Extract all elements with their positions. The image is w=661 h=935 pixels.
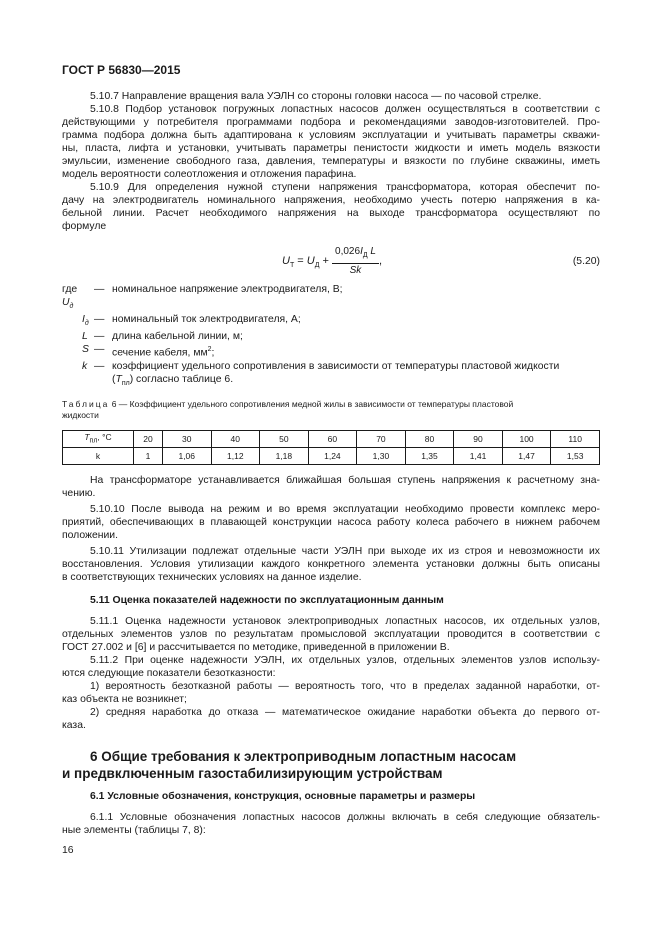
table-6 [62, 430, 600, 466]
text-line: 1) вероятность безотказной работы — вероятность того, что в пределах заданной наработки, от- [90, 681, 600, 693]
legend-dash: — [94, 314, 105, 326]
legend-sup: 2 [207, 346, 212, 354]
table-cell: 20 [134, 430, 163, 448]
formula-fraction [332, 245, 379, 277]
text-line: ны, пласта, лифта и установки, учитывать параметры пенистости жидкости и иметь модель вязкости [62, 143, 600, 154]
legend-symbol [62, 313, 94, 330]
legend-text: длина кабельной линии, м; [112, 331, 243, 343]
paragraph-5-10-8 [62, 103, 600, 181]
text-line: ются следующие показатели безотказности: [62, 668, 276, 680]
text-line: 5.11.1 Оценка надежности установок электроприводных лопастных насосов, их отдельных узлов, [90, 616, 600, 628]
legend-cont: ) согласно таблице 6. [129, 373, 234, 385]
text-line: формуле [62, 221, 107, 232]
text-line: 5.10.9 Для определения нужной ступени напряжения трансформатора, которая обеспечит по- [90, 182, 600, 193]
text-line: каз объекта не возникнет; [62, 694, 187, 706]
text-line: в соответствующих технических условиях на данное изделие. [62, 572, 362, 584]
list-item [62, 680, 600, 706]
table-cell: 30 [162, 430, 211, 448]
paragraph-5-10-9 [62, 181, 600, 233]
chapter-heading-line2: и предвключенным газостабилизирующим устройствам [62, 766, 443, 782]
table-row-header: k [63, 448, 134, 465]
page-body [62, 90, 600, 837]
caption-text-line2: жидкости [62, 409, 99, 420]
formula-number: (5.20) [572, 256, 600, 267]
legend-dash: — [94, 344, 105, 356]
text-line: отдельных элементов узлов по результатам промысловой эксплуатации проводится в соответствии с [62, 629, 600, 641]
paragraph-5-10-11 [62, 545, 600, 584]
legend-text-main: коэффициент удельного сопротивления в зависимости от температуры пластовой жидкости [112, 360, 560, 372]
legend-sym: L [82, 331, 88, 343]
text-line: 5.10.8 Подбор установок погружных лопастных насосов должен осуществляться в соответствии с [90, 104, 600, 115]
formula-lhs-sub: Т [289, 262, 295, 270]
legend-dash: — [94, 331, 105, 343]
formula-denominator: Sk [349, 265, 362, 276]
table-row [63, 430, 600, 448]
table-cell: 1,24 [308, 448, 357, 465]
legend-row [62, 330, 600, 343]
page-number: 16 [62, 845, 74, 856]
chapter-heading-line1: 6 Общие требования к электроприводным лопастным насосам [90, 749, 517, 765]
table-cell: 60 [308, 430, 357, 448]
legend-sym: I [82, 314, 85, 326]
paragraph-5-10-10 [62, 503, 600, 542]
legend-text [112, 360, 600, 390]
formula-5-20 [62, 237, 600, 277]
legend-sym: T [115, 373, 122, 385]
table-cell: 1,30 [357, 448, 406, 465]
legend-sub: пл [121, 379, 130, 387]
text-line: 5.11.2 При оценке надежности УЭЛН, их отдельных узлов, отдельных элементов узлов использу- [90, 655, 600, 667]
table-6-caption [62, 399, 600, 421]
legend-intro: где [62, 284, 78, 295]
text-line: ные элементы (таблицы 7, 8): [62, 825, 206, 837]
legend-row [62, 313, 600, 330]
table-cell: 80 [405, 430, 454, 448]
legend-dash: — [94, 284, 105, 295]
formula-u: U [306, 254, 315, 267]
legend-sym: k [82, 360, 88, 372]
paragraph-5-11-1 [62, 615, 600, 654]
table-cell: 40 [211, 430, 260, 448]
text-line: чению. [62, 488, 96, 500]
legend-symbol [62, 360, 94, 390]
text-line: приятий, обеспечивающих в плавающей конструкции насоса работу колеса рабочего в нижнем рабочем [62, 517, 600, 529]
formula-plus: + [319, 254, 333, 267]
formula-u-sub: Д [314, 262, 320, 270]
formula-numerator [332, 245, 379, 264]
legend-symbol [62, 330, 94, 343]
text-line: бельной линии. Расчет необходимого напряжения на выходе трансформатора осуществляют по [62, 208, 600, 219]
paragraph-after-table [62, 474, 600, 500]
text-line: эмульсии, изменение свободного газа, давления, температуры и вязкости по глубине скважины, иметь [62, 156, 600, 167]
formula-num-l: L [370, 246, 376, 257]
text-line: ГОСТ 27.002 и [6] и рассчитывается по методике, приведенной в приложении В. [62, 642, 450, 654]
table-cell: 70 [357, 430, 406, 448]
legend-symbol [62, 283, 90, 313]
table-cell: 1,53 [551, 448, 600, 465]
table-cell: 1,35 [405, 448, 454, 465]
legend-sym: S [82, 344, 89, 356]
legend-symbol [62, 343, 94, 359]
formula-lhs: U [282, 254, 290, 267]
text-line: грамма подбора должна быть адаптирована к условиям эксплуатации и учитывать параметры скважи- [62, 130, 600, 141]
table-cell: 100 [502, 430, 551, 448]
legend-row [62, 343, 600, 359]
legend-sub: д [69, 303, 74, 311]
formula-num-i-sub: Д [362, 252, 368, 259]
text-line: каза. [62, 720, 86, 732]
legend-text: номинальное напряжение электродвигателя, В; [112, 284, 343, 295]
text-line: действующими у потребителя программами подбора и рекомендациями заводов-изготовителей. Про- [62, 117, 600, 128]
legend-text: номинальный ток электродвигателя, А; [112, 314, 301, 326]
table-cell: 1,18 [260, 448, 309, 465]
header-unit: , °С [97, 431, 112, 442]
table-cell: 1,12 [211, 448, 260, 465]
text-line: положении. [62, 530, 118, 542]
paragraph-6-1-1 [62, 811, 600, 837]
formula-expression [282, 245, 382, 277]
chapter-heading-6 [62, 748, 600, 782]
legend-row [62, 360, 600, 390]
legend-sym: U [62, 297, 70, 308]
legend-text [112, 343, 600, 359]
formula-eq: = [294, 254, 307, 267]
paragraph-5-11-2 [62, 654, 600, 680]
section-heading-5-11: 5.11 Оценка показателей надежности по эксплуатационным данным [90, 595, 444, 607]
header-sub: пл [89, 437, 98, 445]
legend-paren: ( [112, 373, 116, 385]
table-cell: 1,41 [454, 448, 503, 465]
header-sym: T [84, 431, 90, 442]
formula-legend [62, 283, 600, 390]
formula-num-coef: 0,026 [335, 246, 361, 257]
legend-text-main: сечение кабеля, мм [112, 347, 208, 359]
table-cell: 90 [454, 430, 503, 448]
formula-comma: , [378, 254, 382, 267]
table-row [63, 448, 600, 465]
document-header: ГОСТ Р 56830—2015 [62, 63, 181, 77]
legend-dash: — [94, 360, 105, 372]
text-line: модель вероятности солеотложения и отложения парафина. [62, 169, 357, 180]
legend-row [62, 283, 600, 313]
table-cell: 1,47 [502, 448, 551, 465]
text-line: дачу на электродвигатель номинального напряжения, необходимо учесть потерю напряжения в ка- [62, 195, 600, 206]
paragraph-5-10-7: 5.10.7 Направление вращения вала УЭЛН со стороны головки насоса — по часовой стрелке. [90, 91, 542, 102]
table-cell: 110 [551, 430, 600, 448]
table-cell: 1,06 [162, 448, 211, 465]
caption-label: Таблица [62, 398, 110, 409]
text-line: На трансформаторе устанавливается ближайшая большая ступень напряжения к расчетному зна- [90, 475, 600, 487]
text-line: 5.10.10 После вывода на режим и во время эксплуатации необходимо провести комплекс меро- [90, 504, 600, 516]
list-item [62, 706, 600, 732]
text-line: 5.10.11 Утилизации подлежат отдельные части УЭЛН при выходе их из строя и невозможности их [90, 546, 600, 558]
text-line: 2) средняя наработка до отказа — математическое ожидание наработки объекта до первого от- [90, 707, 600, 719]
formula-num-i: I [360, 246, 363, 257]
legend-sub: д [84, 320, 89, 328]
text-line: 6.1.1 Условные обозначения лопастных насосов должны включать в себя следующие обязатель- [90, 812, 600, 824]
caption-text: 6 — Коэффициент удельного сопротивления медной жилы в зависимости от температуры пластовой [109, 398, 514, 409]
text-line: восстановления. Условия утилизации каждого конкретного элемента установки должны быть описаны [62, 559, 600, 571]
section-heading-6-1: 6.1 Условные обозначения, конструкция, основные параметры и размеры [90, 791, 476, 803]
table-cell: 1 [134, 448, 163, 465]
table-row-header [63, 430, 134, 448]
legend-tail: ; [211, 347, 215, 359]
table-cell: 50 [260, 430, 309, 448]
